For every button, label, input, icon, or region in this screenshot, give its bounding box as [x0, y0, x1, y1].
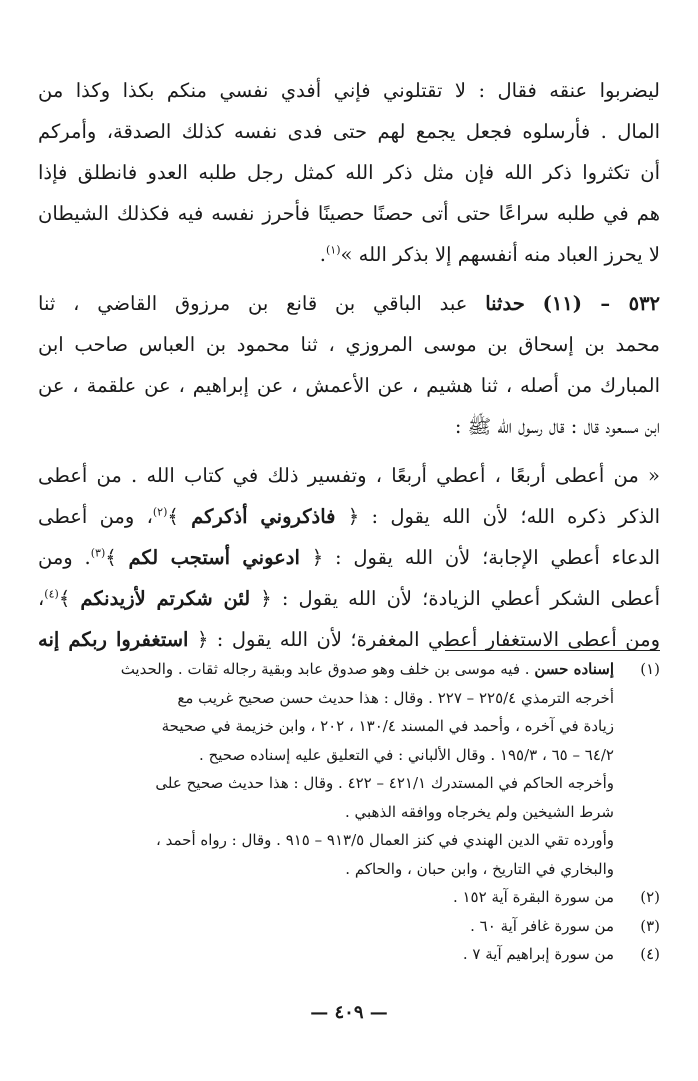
text-line [38, 283, 660, 324]
text-line [38, 496, 660, 537]
text-line: ليضربوا عنقه فقال : لا تقتلوني فإني أفدي نفسي منكم بكذا وكذا من [38, 79, 660, 102]
text-fragment: لا يحرز العباد منه أنفسهم إلا بذكر الله » [340, 243, 660, 266]
footnote-2 [38, 883, 660, 912]
text-fragment: الذكر ذكره الله؛ لأن الله يقول : ﴿ [347, 505, 660, 528]
text-fragment: ﴾ [167, 505, 179, 528]
text-line [38, 578, 660, 619]
footnote-ref-1: (١) [326, 243, 341, 257]
footnote-text: من سورة إبراهيم آية ٧ . [462, 945, 614, 963]
footnote-line: وأورده تقي الدين الهندي في كنز العمال ٩١٣/٥ – ٩١٥ . وقال : رواه أحمد ، [156, 831, 614, 849]
footnote-text: من سورة البقرة آية ١٥٢ . [452, 888, 614, 906]
hadith-number: ٥٣٢ – (١١) [542, 292, 660, 315]
text-fragment: أعطى الشكر أعطي الزيادة؛ لأن الله يقول : ﴿ [260, 587, 660, 610]
quran-quote: ادعوني أستجب لكم [128, 546, 300, 569]
footnote-number: (١) [640, 660, 660, 678]
footnote-line: شرط الشيخين ولم يخرجاه ووافقه الذهبي . [344, 802, 614, 821]
footnote-1 [38, 655, 660, 684]
main-text [38, 70, 660, 660]
footnote-number: (٤) [640, 945, 660, 963]
quran-quote: فاذكروني أذكركم [191, 505, 336, 528]
text-fragment: . ومن [38, 546, 91, 569]
footnote-ref-2: (٢) [152, 505, 168, 519]
footnote-ref-4: (٤) [44, 587, 59, 601]
text-line: المبارك من أصله ، ثنا هشيم ، عن الأعمش ، عن إبراهيم ، عن علقمة ، عن [38, 374, 660, 397]
text-line: هم في طلبه سراعًا حتى أتى حصنًا حصينًا فأحرز نفسه فيه فكذلك الشيطان [38, 202, 660, 225]
footnote-line: زيادة في آخره ، وأحمد في المسند ١٣٠/٤ ، ٢٠٢ ، وابن خزيمة في صحيحة [161, 717, 614, 735]
text-fragment: ، [38, 587, 45, 610]
footnote-grade: إسناده حسن [534, 660, 614, 678]
footnotes [38, 655, 660, 969]
footnote-ref-3: (٣) [90, 546, 106, 560]
text-fragment: ومن أعطى الاستغفار أعطي المغفرة؛ لأن الله يقول : ﴿ [196, 628, 660, 651]
footnote-3 [38, 912, 660, 941]
hadith-isnad-paragraph [38, 283, 660, 447]
quran-quote: استغفروا ربكم إنه [38, 628, 189, 651]
text-line [38, 537, 660, 578]
hadith-matn-paragraph [38, 455, 660, 660]
paragraph-continuation [38, 70, 660, 275]
footnote-line: وأخرجه الحاكم في المستدرك ٤٢١/١ – ٤٢٢ . وقال : هذا حديث صحيح على [155, 774, 614, 792]
text-fragment: الدعاء أعطي الإجابة؛ لأن الله يقول : ﴿ [311, 546, 660, 569]
footnote-text: من سورة غافر آية ٦٠ . [470, 916, 614, 935]
text-line: لا يحرز العباد منه أنفسهم إلا بذكر الله »$^{(١)}$. [319, 243, 660, 266]
text-fragment: عبد الباقي بن قانع بن مرزوق القاضي ، ثنا [38, 292, 468, 315]
footnote-line: أخرجه الترمذي ٢٢٥/٤ – ٢٢٧ . وقال : هذا حديث حسن صحيح غريب مع [177, 688, 614, 707]
text-line: المال . فأرسلوه فجعل يجمع لهم حتى فدى نفسه كذلك الصدقة، وأمركم [38, 120, 660, 143]
footnote-number: (٢) [640, 888, 660, 906]
text-line: أن تكثروا ذكر الله فإن مثل ذكر الله كمثل رجل طلبه العدو فانطلق فإذا [38, 161, 660, 184]
text-line: محمد بن إسحاق بن موسى المروزي ، ثنا محمود بن العباس صاحب ابن [38, 333, 660, 356]
text-line [38, 619, 660, 660]
footnote-text: . فيه موسى بن خلف وهو صدوق عابد وبقية رجاله ثقات . والحديث [120, 660, 530, 678]
footnote-separator [445, 650, 660, 651]
text-fragment: ﴾ [58, 587, 71, 610]
footnote-line: ٦٤/٢ – ٦٥ ، ١٩٥/٣ . وقال الألباني : في التعليق عليه إسناده صحيح . [199, 745, 614, 764]
text-fragment: ، ومن أعطى [38, 505, 153, 528]
quran-quote: لئن شكرتم لأزيدنكم [80, 587, 251, 610]
footnote-4 [38, 940, 660, 969]
text-line: ابن مسعود قال : قال رسول الله ﷺ : [454, 415, 660, 438]
text-line: « من أعطى أربعًا ، أعطي أربعًا ، وتفسير ذلك في كتاب الله . من أعطى [38, 464, 660, 487]
text-fragment: ﴾ [105, 546, 117, 569]
haddathana: حدثنا [485, 292, 525, 315]
footnote-number: (٣) [640, 916, 660, 935]
footnote-line: والبخاري في التاريخ ، وابن حبان ، والحاكم . [345, 859, 614, 878]
page-number: — ٤٠٩ — [310, 1002, 388, 1023]
